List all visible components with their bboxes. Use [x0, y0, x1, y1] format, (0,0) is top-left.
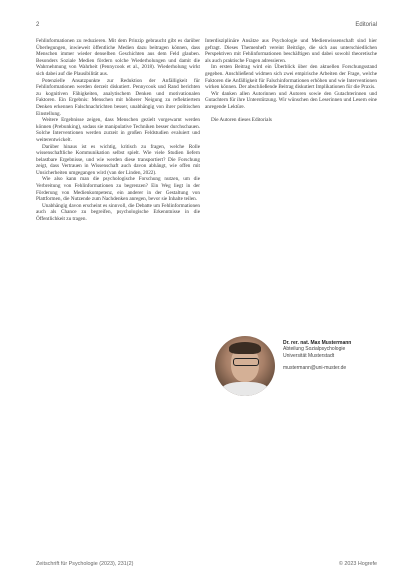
paragraph: Wir danken allen Autorinnen und Autoren sowie den Gutachterinnen und Gutachtern für ihre Unterstützung. Wir wünschen den Leserinnen und Lesern eine anregende Lektüre. [205, 90, 377, 110]
paragraph: Unabhängig davon erscheint es sinnvoll, die Debatte um Fehlinformationen auch als Chance zu begreifen, psychologische Erkenntnisse in die Öffentlichkeit zu tragen. [36, 202, 200, 223]
closing-line: Die Autoren dieses Editorials [211, 116, 272, 123]
author-email[interactable]: mustermann@uni-muster.de [283, 365, 347, 372]
running-title: Editorial [355, 22, 377, 28]
paragraph: Darüber hinaus ist es wichtig, kritisch zu fragen, welche Rolle wissenschaftliche Kommunikation selbst spielt. Wie viele Studien liefern belastbare Ergebnisse, und wie werden diese transportiert? Die Forschung zeigt, dass Vertrauen in Wissenschaft auch davon abhängt, wie offen mit Unsicherheiten umgegangen wird (van der Linden, 2022). [36, 143, 200, 176]
right-column [205, 38, 377, 123]
paragraph: Potenzielle Ansatzpunkte zur Reduktion der Anfälligkeit für Fehlinformationen werden derzeit diskutiert. Pennycook und Rand berichten zu kognitiven Fähigkeiten, analytischem Denken und motivationalen Faktoren. Ein Ergebnis: Menschen mit höherer Neigung zu reflektiertem Denken erkennen Falschnachrichten besser, unabhängig von ihrer politischen Einstellung. [36, 77, 200, 117]
author-institution: Universität Musterstadt [283, 352, 335, 359]
left-column [36, 38, 200, 223]
footer-citation: Zeitschrift für Psychologie (2023), 231(2) [36, 561, 134, 567]
author-role: Abteilung Sozialpsychologie [283, 346, 346, 353]
paragraph: Fehlinformationen zu reduzieren. Mit dem Prinzip gebraucht gibt es darüber Überlegungen, inwieweit öffentliche Medien dazu beitragen können, dass Menschen immer wieder denselben Geschichten aus dem Feld glauben. Besonders Soziale Medien fördern solche Wiederholungen und damit die Wahrnehmung von Wahrheit (Pennycook et al., 2018). Wiederholung wirkt sich dabei auf die Plausibilität aus. [36, 38, 200, 77]
author-name: Dr. rer. nat. Max Mustermann [283, 340, 352, 346]
author-info [283, 340, 385, 372]
page-number: 2 [36, 22, 40, 28]
author-profile [215, 336, 385, 400]
avatar [215, 336, 275, 396]
paragraph: Wie also kann man die psychologische Forschung nutzen, um die Verbreitung von Fehlinformationen zu begrenzen? Ein Weg liegt in der Förderung von Medienkompetenz, ein anderer in der Gestaltung von Plattformen, die Nutzende zum Nachdenken anregen, bevor sie Inhalte teilen. [36, 176, 200, 203]
footer-copyright: © 2023 Hogrefe [338, 561, 377, 567]
paragraph: Im ersten Beitrag wird ein Überblick über den aktuellen Forschungsstand gegeben. Anschließend widmen sich zwei empirische Arbeiten der Frage, welche Faktoren die Anfälligkeit für Falschinformationen erhöhen und wie Interventionen wirken können. Der abschließende Beitrag diskutiert Implikationen für die Praxis. [205, 64, 377, 91]
paragraph: Weitere Ergebnisse zeigen, dass Menschen gezielt vorgewarnt werden können (Prebunking), sodass sie manipulative Techniken besser durchschauen. Solche Interventionen werden zurzeit in großen Feldstudien evaluiert und weiterentwickelt. [36, 117, 200, 143]
paragraph: Interdisziplinäre Ansätze aus Psychologie und Medienwissenschaft sind hier gefragt. Dieses Themenheft vereint Beiträge, die sich aus unterschiedlichen Perspektiven mit Fehlinformationen beschäftigen und dabei sowohl theoretische als auch praktische Fragen adressieren. [205, 38, 377, 64]
